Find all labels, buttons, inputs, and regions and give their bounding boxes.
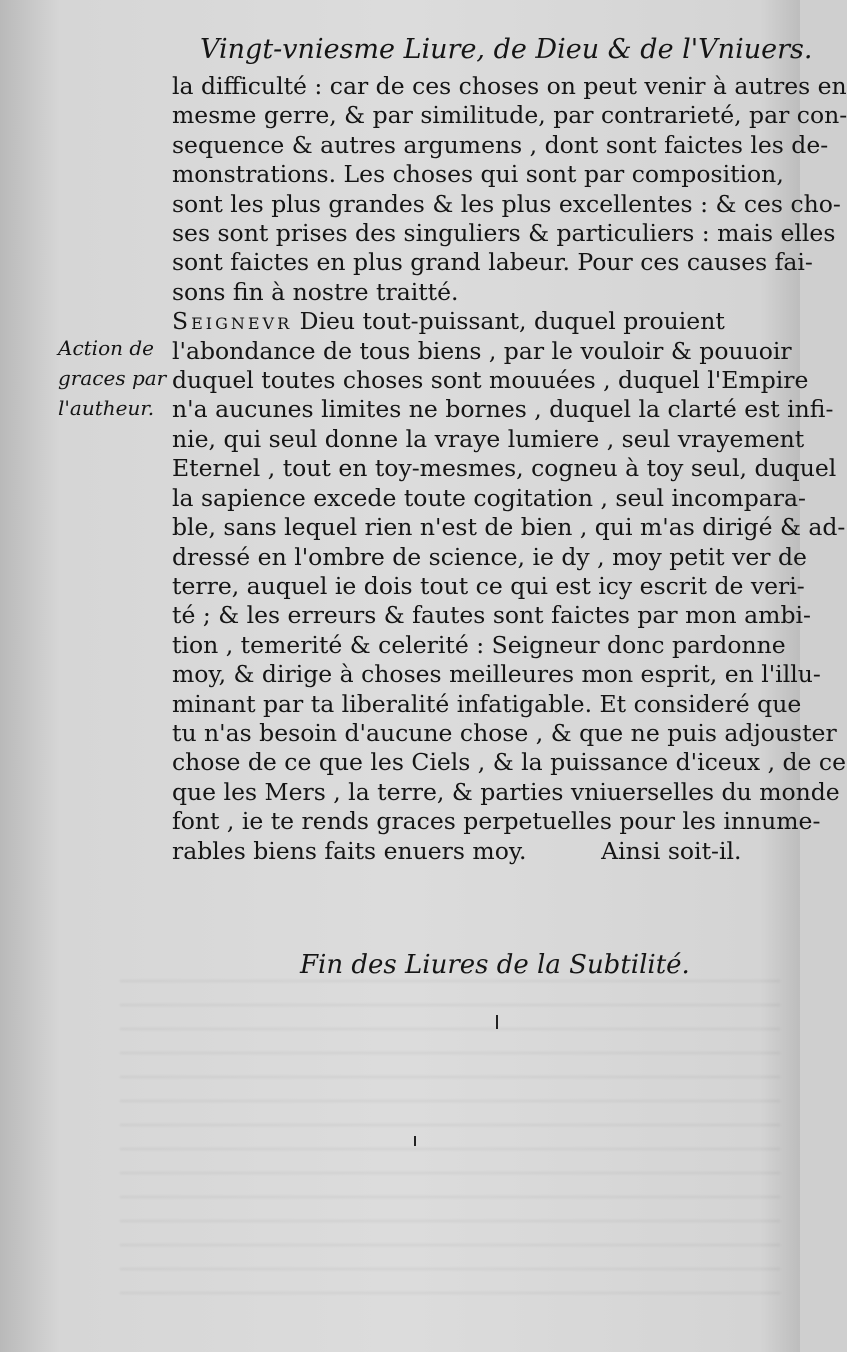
text-line: la difficulté : car de ces choses on peut venir à autres en (172, 72, 847, 100)
ink-speck (414, 1136, 416, 1146)
text-line: Eternel , tout en toy-mesmes, cogneu à toy seul, duquel (172, 454, 837, 483)
text-line: sequence & autres argumens , dont sont faictes les de- (172, 130, 829, 159)
text-line: mesme gerre, & par similitude, par contrarieté, par con- (172, 101, 847, 130)
text-line: que les Mers , la terre, & parties vniuerselles du monde (172, 777, 840, 806)
running-head: Vingt-vniesme Liure, de Dieu & de l'Vniuers. (200, 34, 813, 65)
finis-line: Fin des Liures de la Subtilité. (300, 950, 690, 980)
text-line: la sapience excede toute cogitation , seul incompara- (172, 483, 806, 512)
text-line: moy, & dirige à choses meilleures mon esprit, en l'illu- (172, 660, 821, 689)
text-line: n'a aucunes limites ne bornes , duquel la clarté est infi- (172, 395, 834, 424)
body-text (172, 72, 847, 866)
text-line: sont les plus grandes & les plus excellentes : & ces cho- (172, 189, 841, 218)
text-line: ses sont prises des singuliers & particuliers : mais elles (172, 219, 836, 248)
margin-note (58, 333, 170, 423)
text-line: terre, auquel ie dois tout ce qui est icy escrit de veri- (172, 571, 805, 600)
margin-note-line: graces par (58, 366, 167, 390)
text-line: sons fin à nostre traitté. (172, 277, 459, 306)
paragraph-2 (172, 307, 846, 866)
text-line: monstrations. Les choses qui sont par composition, (172, 160, 784, 189)
show-through-texture (120, 980, 780, 1300)
paragraph-1 (172, 72, 847, 307)
text-line: minant par ta liberalité infatigable. Et consideré que (172, 689, 802, 718)
text-line: ble, sans lequel rien n'est de bien , qui m'as dirigé & ad- (172, 513, 846, 542)
text-line: font , ie te rends graces perpetuelles pour les innume- (172, 807, 821, 836)
text-line: tu n'as besoin d'aucune chose , & que ne puis adjouster (172, 718, 837, 747)
lead-word: Seignevr (172, 307, 293, 336)
text-line: té ; & les erreurs & fautes sont faictes par mon ambi- (172, 601, 811, 630)
ink-speck (496, 1015, 498, 1029)
text-line: duquel toutes choses sont mouuées , duquel l'Empire (172, 366, 809, 395)
text-line: chose de ce que les Ciels , & la puissance d'iceux , de ce (172, 748, 846, 777)
lead-line-rest: Dieu tout-puissant, duquel prouient (292, 307, 725, 336)
text-line: sont faictes en plus grand labeur. Pour ces causes fai- (172, 248, 813, 277)
margin-note-line: l'autheur. (58, 396, 155, 420)
text-line: nie, qui seul donne la vraye lumiere , seul vrayement (172, 424, 805, 453)
text-line: l'abondance de tous biens , par le vouloir & pouuoir (172, 336, 792, 365)
text-line (172, 307, 772, 336)
text-line: tion , temerité & celerité : Seigneur donc pardonne (172, 630, 786, 659)
text-line: rables biens faits enuers moy. Ainsi soit-il. (172, 836, 742, 865)
text-line: dressé en l'ombre de science, ie dy , moy petit ver de (172, 542, 807, 571)
margin-note-line: Action de (58, 336, 154, 360)
